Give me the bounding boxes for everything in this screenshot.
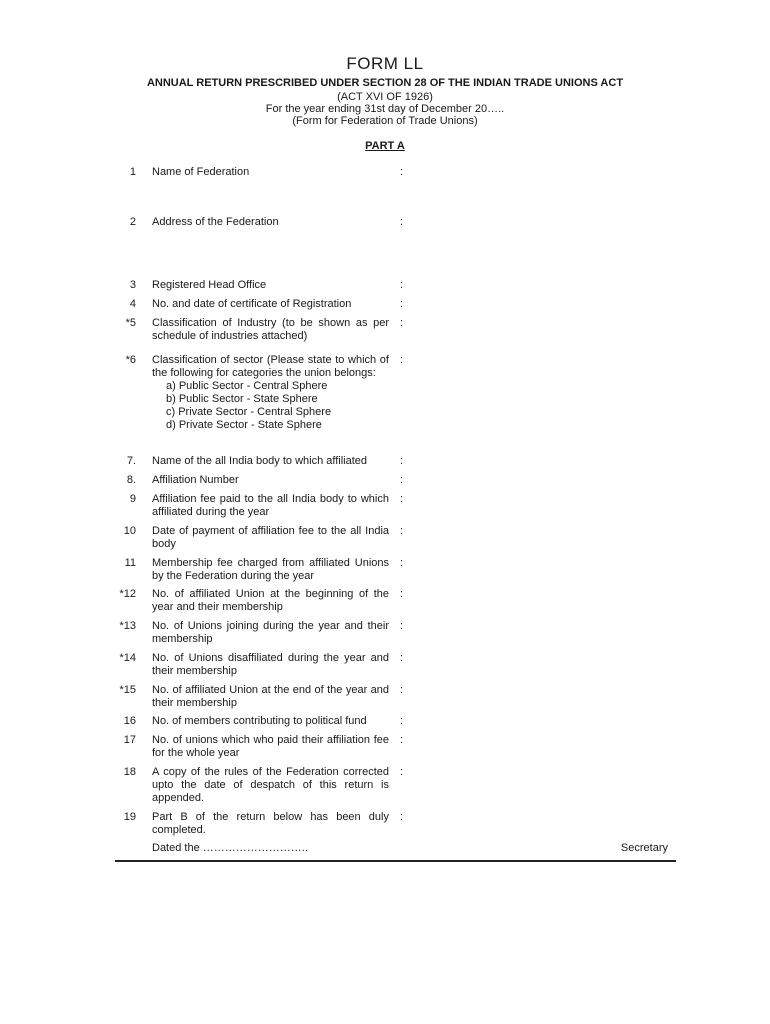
sector-option: a) Public Sector - Central Sphere (166, 380, 328, 392)
item-label: Name of Federation (152, 166, 250, 178)
item-label: Membership fee charged from affiliated Unions by the Federation during the year (152, 557, 389, 582)
item-number: 19 (123, 811, 136, 823)
item-number: *6 (125, 354, 136, 366)
form-title: FORM LL (346, 54, 424, 73)
bottom-divider (115, 860, 676, 862)
item-label: No. of Unions joining during the year and their membership (152, 620, 389, 645)
item-number: *12 (119, 588, 136, 600)
item-colon: : (400, 279, 404, 291)
item-label: Affiliation Number (152, 474, 239, 486)
year-ending-line: For the year ending 31st day of December 20….. (265, 103, 505, 115)
dated-line: Dated the ……………………….. (152, 842, 308, 854)
part-heading: PART A (365, 140, 405, 152)
act-reference: (ACT XVI OF 1926) (337, 91, 433, 103)
sector-options (152, 380, 389, 432)
item-label: Date of payment of affiliation fee to the all India body (152, 525, 389, 550)
item-label: Classification of Industry (to be shown as per schedule of industries attached) (152, 317, 389, 342)
item-colon: : (400, 298, 404, 310)
item-label: Registered Head Office (152, 279, 267, 291)
item-colon: : (400, 493, 404, 505)
sector-option: b) Public Sector - State Sphere (166, 393, 318, 405)
sector-option: d) Private Sector - State Sphere (166, 419, 322, 431)
item-number: *14 (119, 652, 136, 664)
item-colon: : (400, 811, 404, 823)
item-number: 8. (126, 474, 136, 486)
item-colon: : (400, 620, 404, 632)
item-number: 11 (124, 557, 136, 569)
item-label: Address of the Federation (152, 216, 279, 228)
item-colon: : (400, 734, 404, 746)
item-label: No. of unions which who paid their affiliation fee for the whole year (152, 734, 389, 759)
item-number: 17 (123, 734, 136, 746)
item-number: 4 (129, 298, 136, 310)
item-colon: : (400, 474, 404, 486)
item-label: A copy of the rules of the Federation corrected upto the date of despatch of this return is appended. (152, 766, 389, 804)
item-label: No. of Unions disaffiliated during the year and their membership (152, 652, 389, 677)
item-label: No. of affiliated Union at the end of the year and their membership (152, 684, 389, 709)
item-colon: : (400, 317, 404, 329)
item-number: 16 (123, 715, 136, 727)
item-label: No. of affiliated Union at the beginning of the year and their membership (152, 588, 389, 613)
item-colon: : (400, 216, 404, 228)
item-number: 9 (129, 493, 136, 505)
item-colon: : (400, 557, 404, 569)
item-number: *5 (125, 317, 136, 329)
item-colon: : (400, 525, 404, 537)
item-colon: : (400, 588, 404, 600)
item-number: *15 (119, 684, 136, 696)
item-number: *13 (119, 620, 136, 632)
form-subtitle: (Form for Federation of Trade Unions) (292, 115, 478, 127)
item-label: No. and date of certificate of Registration (152, 298, 352, 310)
item-colon: : (400, 455, 404, 467)
item-colon: : (400, 354, 404, 366)
item-colon: : (400, 652, 404, 664)
item-label: Classification of sector (Please state to which of the following for categories the union belongs: (152, 354, 389, 379)
item-label: No. of members contributing to political fund (152, 715, 367, 727)
item-number: 3 (129, 279, 136, 291)
item-label: Affiliation fee paid to the all India body to which affiliated during the year (152, 493, 389, 518)
main-title: ANNUAL RETURN PRESCRIBED UNDER SECTION 28 OF THE INDIAN TRADE UNIONS ACT (146, 77, 624, 89)
item-number: 7. (126, 455, 136, 467)
item-number: 18 (123, 766, 136, 778)
item-colon: : (400, 715, 404, 727)
sector-option: c) Private Sector - Central Sphere (166, 406, 332, 418)
item-colon: : (400, 766, 404, 778)
item-colon: : (400, 166, 404, 178)
item-label: Part B of the return below has been duly completed. (152, 811, 389, 836)
item-label: Name of the all India body to which affiliated (152, 455, 368, 467)
item-number: 2 (129, 216, 136, 228)
item-colon: : (400, 684, 404, 696)
item-number: 10 (123, 525, 136, 537)
secretary-label: Secretary (620, 842, 668, 854)
item-number: 1 (129, 166, 136, 178)
